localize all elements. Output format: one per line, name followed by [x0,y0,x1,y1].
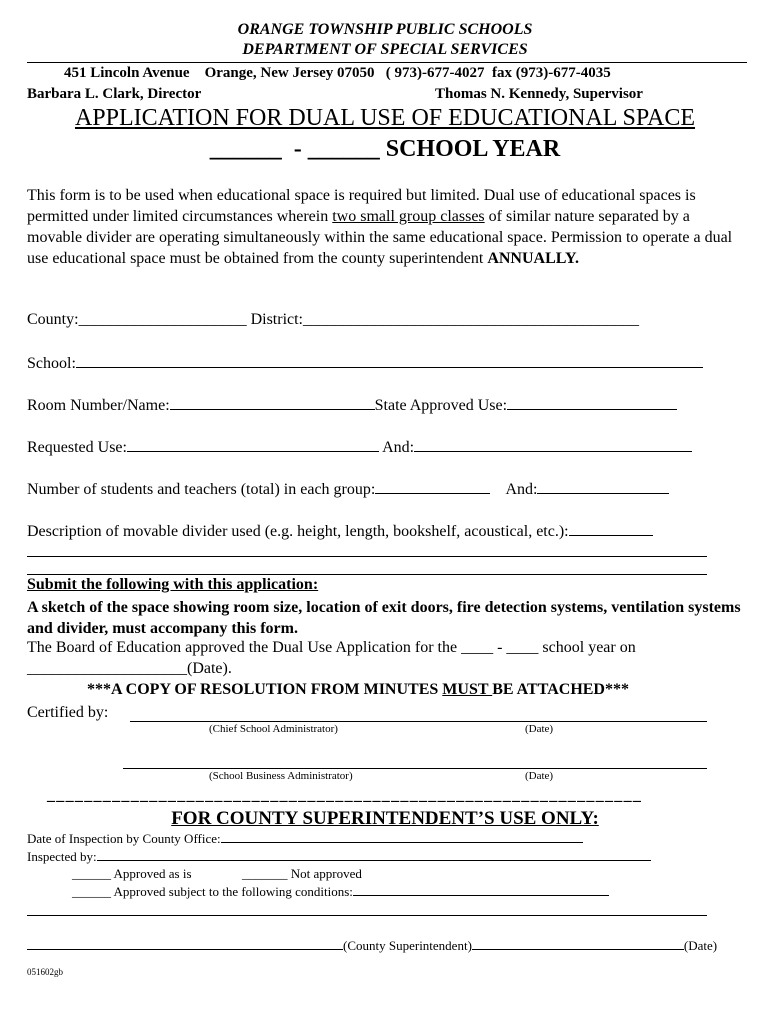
and-label-2: And: [505,481,538,498]
students-field[interactable] [375,479,490,494]
inspection-date-field[interactable] [221,831,583,843]
room-field[interactable] [170,395,375,410]
county-date-line[interactable] [472,938,684,950]
inspection-date-row [27,831,583,847]
approved-as-is-option[interactable]: ______ Approved as is [72,866,192,881]
school-year-line: ______ - ______ SCHOOL YEAR [209,136,561,162]
and-field-2[interactable] [537,479,669,494]
inspected-by-label: Inspected by: [27,849,97,864]
resolution-text-2: BE ATTACHED*** [492,681,629,698]
supervisor-name: Thomas N. Kennedy, Supervisor [435,86,643,102]
county-signature-row [27,938,717,954]
inspected-by-field[interactable] [97,849,651,861]
business-signature-line[interactable] [123,768,707,769]
county-use-heading: FOR COUNTY SUPERINTENDENT’S USE ONLY: [171,808,599,829]
divider-row [27,521,653,541]
director-name: Barbara L. Clark, Director [27,86,202,102]
chief-signature-line[interactable] [130,721,707,722]
business-date-caption: (Date) [525,770,554,782]
approved-subject-row [72,884,609,900]
school-row [27,353,703,373]
school-label: School: [27,355,76,372]
department-name: DEPARTMENT OF SPECIAL SERVICES [242,41,528,58]
intro-emphasis: ANNUALLY. [487,250,580,267]
resolution-text-1: ***A COPY OF RESOLUTION FROM MINUTES [87,681,443,698]
sketch-instruction: A sketch of the space showing room size, location of exit doors, fire detection systems, ventilation systems and divider, must accompany this form. [27,599,741,637]
chief-date-caption: (Date) [525,723,554,735]
certified-label: Certified by: [27,704,109,721]
room-row [27,395,677,415]
requested-use-field[interactable] [127,437,379,452]
form-title: APPLICATION FOR DUAL USE OF EDUCATIONAL SPACE [74,105,696,131]
divider-line-3[interactable] [27,574,707,575]
and-label-1: And: [382,439,415,456]
intro-underlined: two small group classes [332,208,485,225]
intro-text-2: of similar nature separated by a movable divider are operating simultaneously within the same educational space. Permission to operate a dual use educational space must be obtained from the county superintendent [27,208,733,267]
students-row [27,479,669,499]
approved-subject-option[interactable]: ______ Approved subject to the following conditions: [72,884,353,899]
county-signature-line[interactable] [27,938,343,950]
requested-use-row [27,437,692,457]
students-label: Number of students and teachers (total) in each group: [27,481,376,498]
header-rule [27,62,747,63]
form-code: 051602gb [27,967,63,977]
inspected-by-row [27,849,651,865]
resolution-must: MUST [442,681,493,698]
section-separator: ________________________________________________________________ [47,787,643,804]
county-sup-caption: (County Superintendent) [343,938,472,953]
org-name: ORANGE TOWNSHIP PUBLIC SCHOOLS [237,21,533,38]
divider-line-2[interactable] [27,556,707,557]
address-line: 451 Lincoln Avenue Orange, New Jersey 07050 ( 973)-677-4027 fax (973)-677-4035 [64,65,611,81]
conditions-line-2[interactable] [27,915,707,916]
requested-use-label: Requested Use: [27,439,127,456]
chief-caption: (Chief School Administrator) [209,723,338,735]
board-approval-date[interactable]: ____________________(Date). [27,660,232,677]
intro-text-1: This form is to be used when educational space is required but limited. Dual use of educational spaces is permitted under limited circumstances wherein [27,187,696,225]
and-field-1[interactable] [414,437,692,452]
resolution-notice [87,681,629,699]
not-approved-option[interactable]: _______ Not approved [242,866,362,881]
business-caption: (School Business Administrator) [209,770,353,782]
district-field[interactable]: District:__________________________________________ [250,311,639,328]
divider-field[interactable] [569,521,653,536]
state-use-field[interactable] [507,395,677,410]
conditions-field[interactable] [353,884,609,896]
county-field[interactable]: County:_____________________ [27,311,247,328]
school-field[interactable] [76,353,703,368]
submit-heading: Submit the following with this application: [27,576,319,593]
inspection-date-label: Date of Inspection by County Office: [27,831,221,846]
state-use-label: State Approved Use: [374,397,508,414]
divider-label: Description of movable divider used (e.g. height, length, bookshelf, acoustical, etc.): [27,523,569,540]
county-district-row [27,311,639,329]
intro-paragraph [27,185,742,269]
county-date-caption: (Date) [683,938,718,953]
board-approval-line: The Board of Education approved the Dual Use Application for the ____ - ____ school year on [27,639,636,656]
room-label: Room Number/Name: [27,397,170,414]
